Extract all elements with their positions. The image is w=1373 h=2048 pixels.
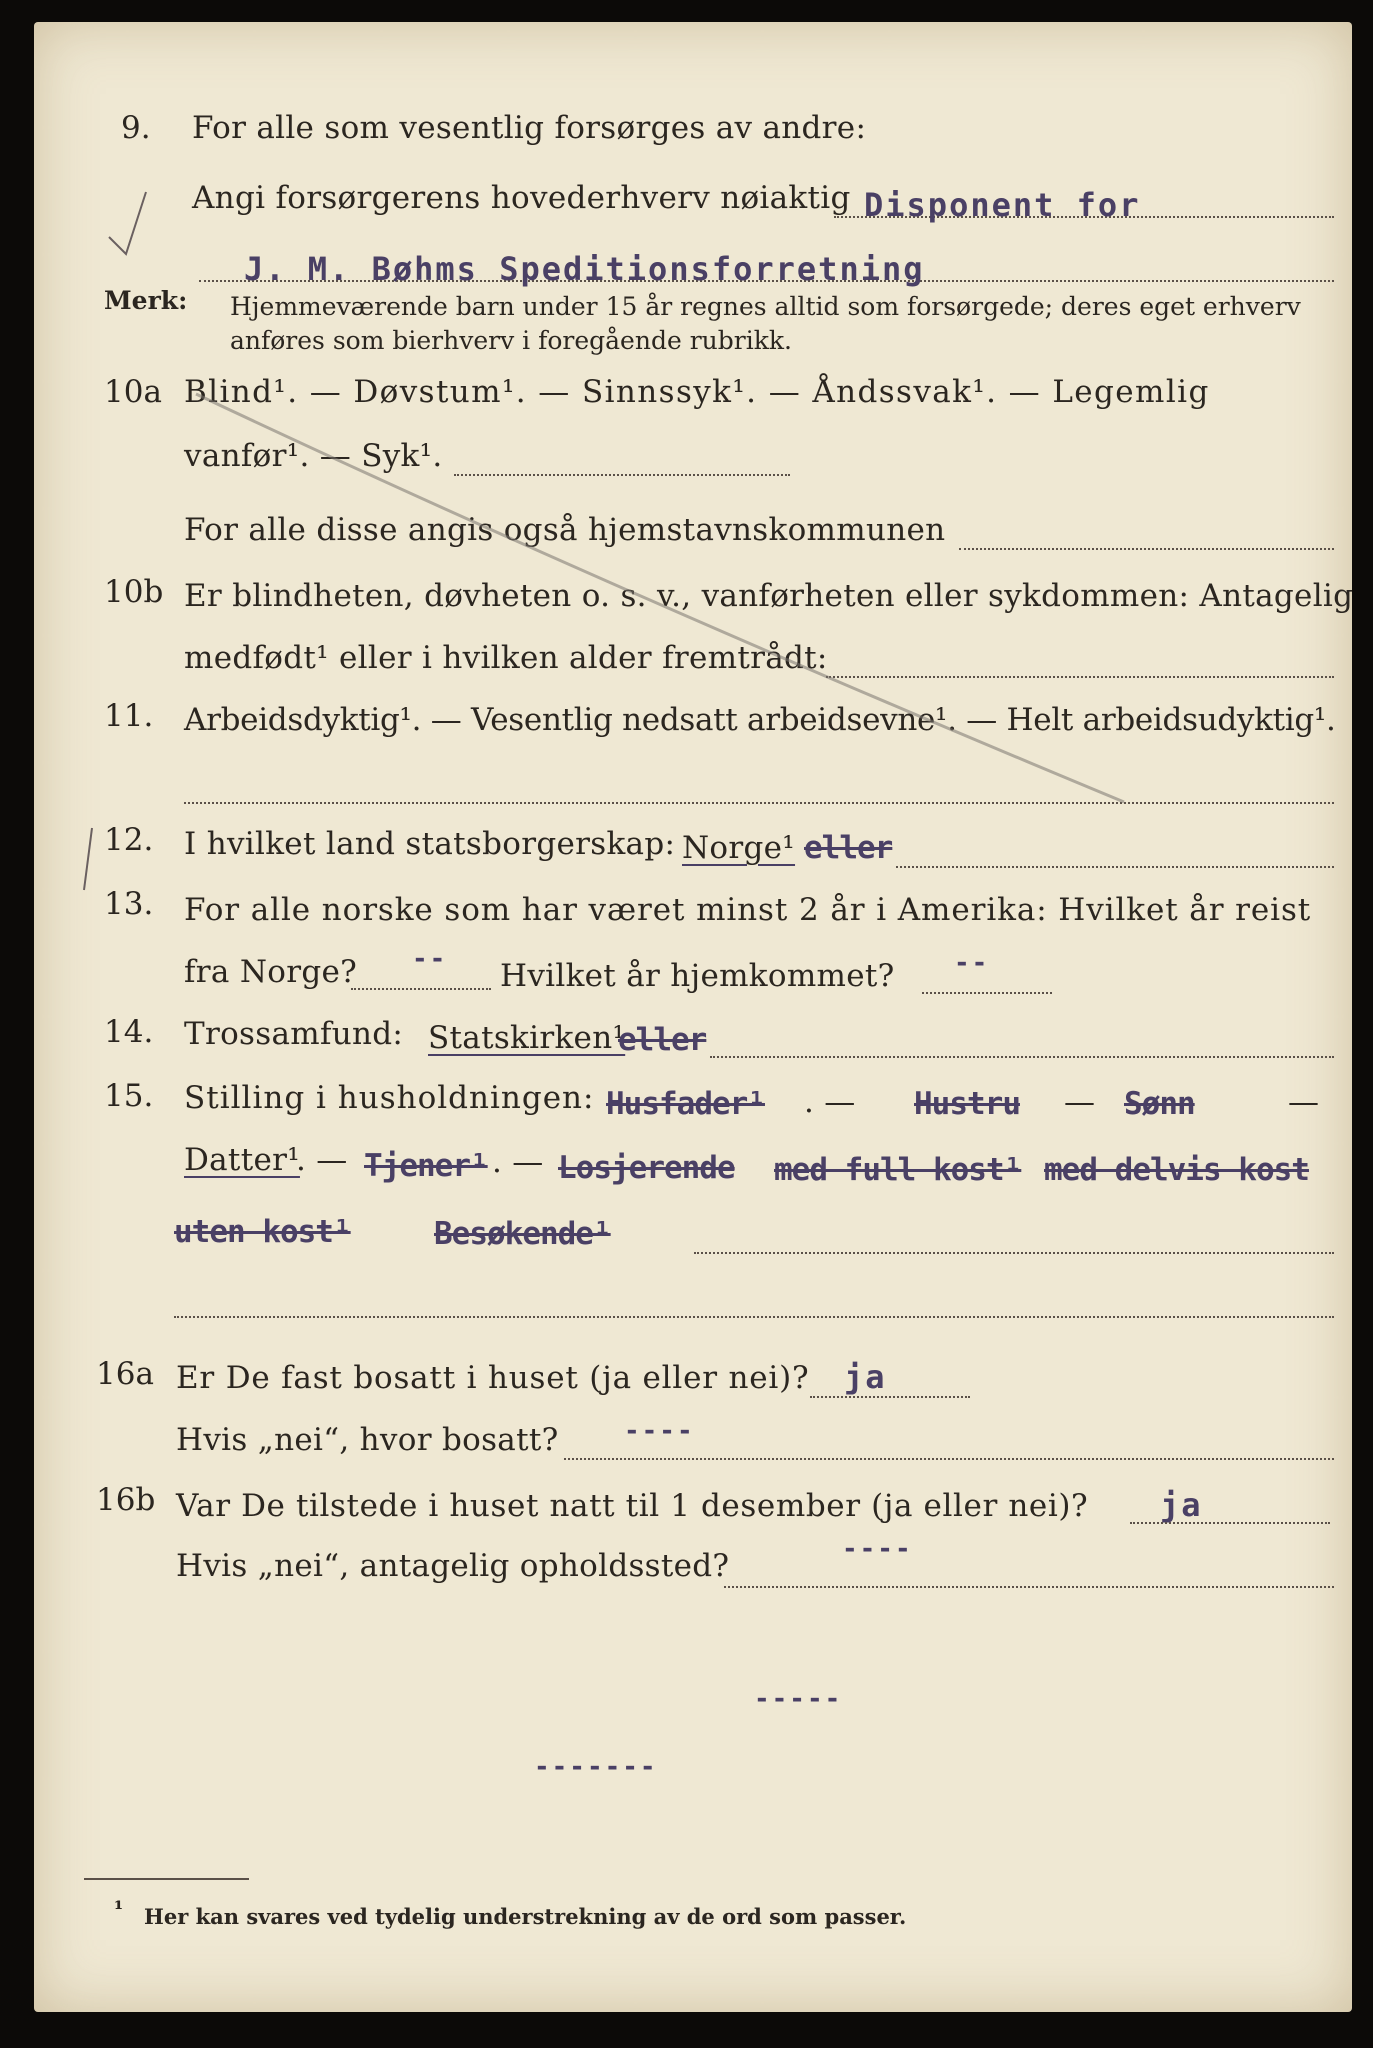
q16b-number: 16b [96,1482,156,1518]
q15-opt-delvis-kost: med delvis kost [1044,1152,1309,1188]
footnote-mark: ¹ [114,1896,124,1921]
q12-struck: eller [804,830,893,866]
q15-datter: Datter¹ [184,1142,300,1178]
q15-opt-besokende: Besøkende¹ [434,1216,611,1252]
q16a-answer: ja [844,1358,887,1396]
q16b-line1: Var De tilstede i huset natt til 1 desember (ja eller nei)? [176,1488,1089,1524]
census-form-page [34,22,1352,2012]
merk-line2: anføres som bierhverv i foregående rubrikk. [230,326,792,355]
q10b-line1: Er blindheten, døvheten o. s. v., vanførheten eller sykdommen: Antagelig [184,578,1354,614]
pencil-marks [34,22,1352,2012]
extra-dash-2: ------- [534,1752,658,1782]
q13-line2b: Hvilket år hjemkommet? [500,958,895,994]
q13-dash-2: -- [954,948,990,978]
q12-number: 12. [104,822,154,858]
q15-opt-full-kost: med full kost¹ [774,1152,1022,1188]
q10a-line2: vanfør¹. — Syk¹. [184,438,443,474]
q12-label: I hvilket land statsborgerskap: [184,826,676,862]
q13-line1: For alle norske som har været minst 2 år i Amerika: Hvilket år reist [184,892,1312,928]
q15-number: 15. [104,1078,154,1114]
q10a-line3: For alle disse angis også hjemstavnskommunen [184,512,946,548]
q15-sep5: . — [492,1144,544,1180]
merk-line1: Hjemmeværende barn under 15 år regnes alltid som forsørgede; deres eget erhverv [230,292,1301,321]
q10a-number: 10a [104,374,162,410]
q12-answer: Norge¹ [682,830,796,866]
q15-sep1: . — [804,1084,856,1120]
q16a-line1: Er De fast bosatt i huset (ja eller nei)? [176,1360,810,1396]
extra-dash-1: ----- [754,1684,843,1714]
q16a-line2: Hvis „nei“, hvor bosatt? [176,1422,559,1458]
q16b-answer: ja [1160,1486,1203,1524]
q16a-number: 16a [96,1356,154,1392]
q15-opt-uten-kost: uten kost¹ [174,1214,351,1250]
q11-number: 11. [104,698,154,734]
q15-sep3: — [1288,1084,1320,1120]
q16b-dash: ---- [842,1534,913,1564]
q10b-line2: medfødt¹ eller i hvilken alder fremtrådt: [184,640,828,676]
q13-dash-1: -- [412,944,448,974]
q9-answer-1: Disponent for [864,186,1141,224]
q15-opt-husfader: Husfader¹ [606,1086,765,1122]
q14-label: Trossamfund: [184,1016,404,1052]
q9-answer-2: J. M. Bøhms Speditionsforretning [244,250,925,288]
q11-line1: Arbeidsdyktig¹. — Vesentlig nedsatt arbeidsevne¹. — Helt arbeidsudyktig¹. [184,702,1336,738]
q15-sep2: — [1064,1084,1096,1120]
q16b-line2: Hvis „nei“, antagelig opholdssted? [176,1548,730,1584]
footnote-text: Her kan svares ved tydelig understrekning av de ord som passer. [144,1904,907,1929]
q15-label: Stilling i husholdningen: [184,1080,595,1116]
q13-number: 13. [104,886,154,922]
merk-label: Merk: [104,286,188,315]
q9-line2-label: Angi forsørgerens hovederhverv nøiaktig [192,180,851,216]
q15-sep4: . — [296,1142,348,1178]
q13-line2a: fra Norge? [184,954,358,990]
q15-opt-sonn: Sønn [1124,1086,1195,1122]
q16a-dash: ---- [624,1416,695,1446]
q15-opt-losjerende: Losjerende [558,1150,735,1186]
q14-answer: Statskirken¹ [428,1020,626,1056]
q15-opt-hustru: Hustru [914,1086,1020,1122]
q10a-line1: Blind¹. — Døvstum¹. — Sinnssyk¹. — Åndssvak¹. — Legemlig [184,374,1210,410]
q14-struck: eller [618,1022,707,1058]
q10b-number: 10b [104,574,164,610]
q9-number: 9. [121,110,151,146]
q15-opt-tjener: Tjener¹ [364,1148,488,1184]
q14-number: 14. [104,1014,154,1050]
q9-line1: For alle som vesentlig forsørges av andre: [192,110,867,146]
